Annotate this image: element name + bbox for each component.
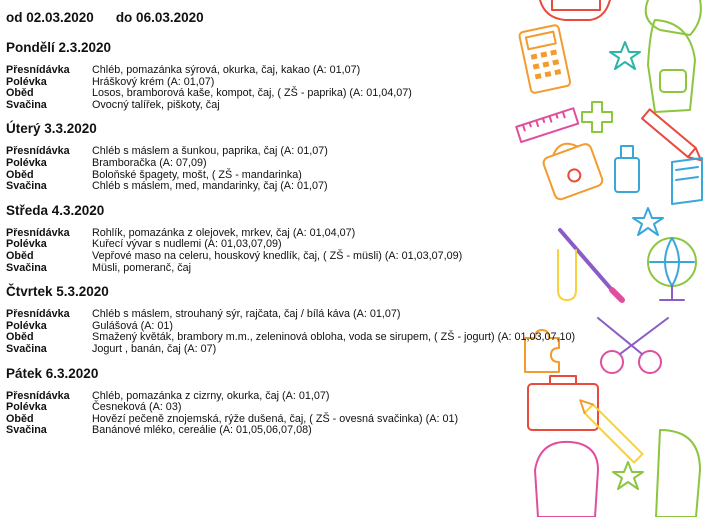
meal-row xyxy=(6,344,704,356)
meal-label: Přesnídávka xyxy=(6,64,70,76)
menu-document xyxy=(6,0,704,437)
meal-label: Svačina xyxy=(6,98,47,111)
meal-text: Chléb s máslem a šunkou, paprika, čaj (A: 01,07) xyxy=(92,145,328,158)
meal-text: Česneková (A: 03) xyxy=(92,401,182,414)
day-section-friday xyxy=(6,366,704,437)
meal-label: Svačina xyxy=(6,424,47,437)
meal-text: Boloňské špagety, mošt, ( ZŠ - mandarinka) xyxy=(92,168,302,181)
day-title: Pátek 6.3.2020 xyxy=(6,365,99,381)
meal-text: Banánové mléko, cereálie (A: 01,05,06,07,08) xyxy=(92,424,312,437)
meal-label: Přesnídávka xyxy=(6,389,70,402)
day-title: Úterý 3.3.2020 xyxy=(6,121,97,137)
meal-label: Přesnídávka xyxy=(6,226,70,239)
meal-text: Losos, bramborová kaše, kompot, čaj, ( ZŠ - paprika) (A: 01,04,07) xyxy=(92,87,412,100)
meal-label: Polévka xyxy=(6,401,47,414)
meal-text: Chléb, pomazánka sýrová, okurka, čaj, kakao (A: 01,07) xyxy=(92,64,361,76)
day-section-wednesday xyxy=(6,203,704,274)
date-from: od 02.03.2020 xyxy=(6,10,94,25)
meal-text: Gulášová (A: 01) xyxy=(92,319,174,332)
meal-label: Přesnídávka xyxy=(6,308,70,321)
day-title: Čtvrtek 5.3.2020 xyxy=(6,284,109,300)
meal-label: Svačina xyxy=(6,261,47,274)
date-range xyxy=(6,10,704,30)
star-icon xyxy=(613,462,643,489)
day-section-thursday xyxy=(6,284,704,355)
meal-text: Ovocný talířek, piškoty, čaj xyxy=(92,98,220,111)
meal-label: Polévka xyxy=(6,238,47,251)
meal-label: Polévka xyxy=(6,156,47,169)
day-section-tuesday xyxy=(6,121,704,192)
day-title: Středa 4.3.2020 xyxy=(6,202,105,218)
meal-row xyxy=(6,425,704,437)
meal-text: Hovězí pečeně znojemská, rýže dušená, čaj, ( ZŠ - ovesná svačinka) (A: 01) xyxy=(92,412,459,425)
meal-label: Oběd xyxy=(6,87,34,100)
meal-text: Vepřové maso na celeru, houskový knedlík, čaj, ( ZŠ - müsli) (A: 01,03,07,09) xyxy=(92,249,463,262)
meal-label: Polévka xyxy=(6,319,47,332)
meal-label: Polévka xyxy=(6,75,47,88)
day-title: Pondělí 2.3.2020 xyxy=(6,40,112,55)
meal-row xyxy=(6,263,704,275)
meal-label: Oběd xyxy=(6,249,34,262)
meal-text: Chléb s máslem, med, mandarinky, čaj (A: 01,07) xyxy=(92,180,328,193)
meal-row xyxy=(6,181,704,193)
meal-label: Oběd xyxy=(6,331,34,344)
meal-text: Jogurt , banán, čaj (A: 07) xyxy=(92,342,217,355)
meal-text: Rohlík, pomazánka z olejovek, mrkev, čaj (A: 01,04,07) xyxy=(92,226,356,239)
meal-text: Chléb, pomazánka z cizrny, okurka, čaj (A: 01,07) xyxy=(92,389,330,402)
meal-text: Bramboračka (A: 07,09) xyxy=(92,156,207,169)
day-section-monday xyxy=(6,40,704,111)
meal-text: Hráškový krém (A: 01,07) xyxy=(92,75,215,88)
backpack-icon xyxy=(535,430,700,517)
meal-label: Oběd xyxy=(6,412,34,425)
date-to: do 06.03.2020 xyxy=(115,10,204,25)
meal-row xyxy=(6,100,704,112)
meal-label: Přesnídávka xyxy=(6,145,70,158)
meal-text: Kuřecí vývar s nudlemi (A: 01,03,07,09) xyxy=(92,238,282,251)
meal-text: Müsli, pomeranč, čaj xyxy=(92,261,192,274)
meal-label: Svačina xyxy=(6,180,47,193)
meal-text: Smažený květák, brambory m.m., zeleninová obloha, voda se sirupem, ( ZŠ - jogurt) (A: 01,03,07,10) xyxy=(92,331,576,344)
meal-label: Svačina xyxy=(6,342,47,355)
meal-text: Chléb s máslem, strouhaný sýr, rajčata, čaj / bílá káva (A: 01,07) xyxy=(92,308,401,321)
meal-label: Oběd xyxy=(6,168,34,181)
